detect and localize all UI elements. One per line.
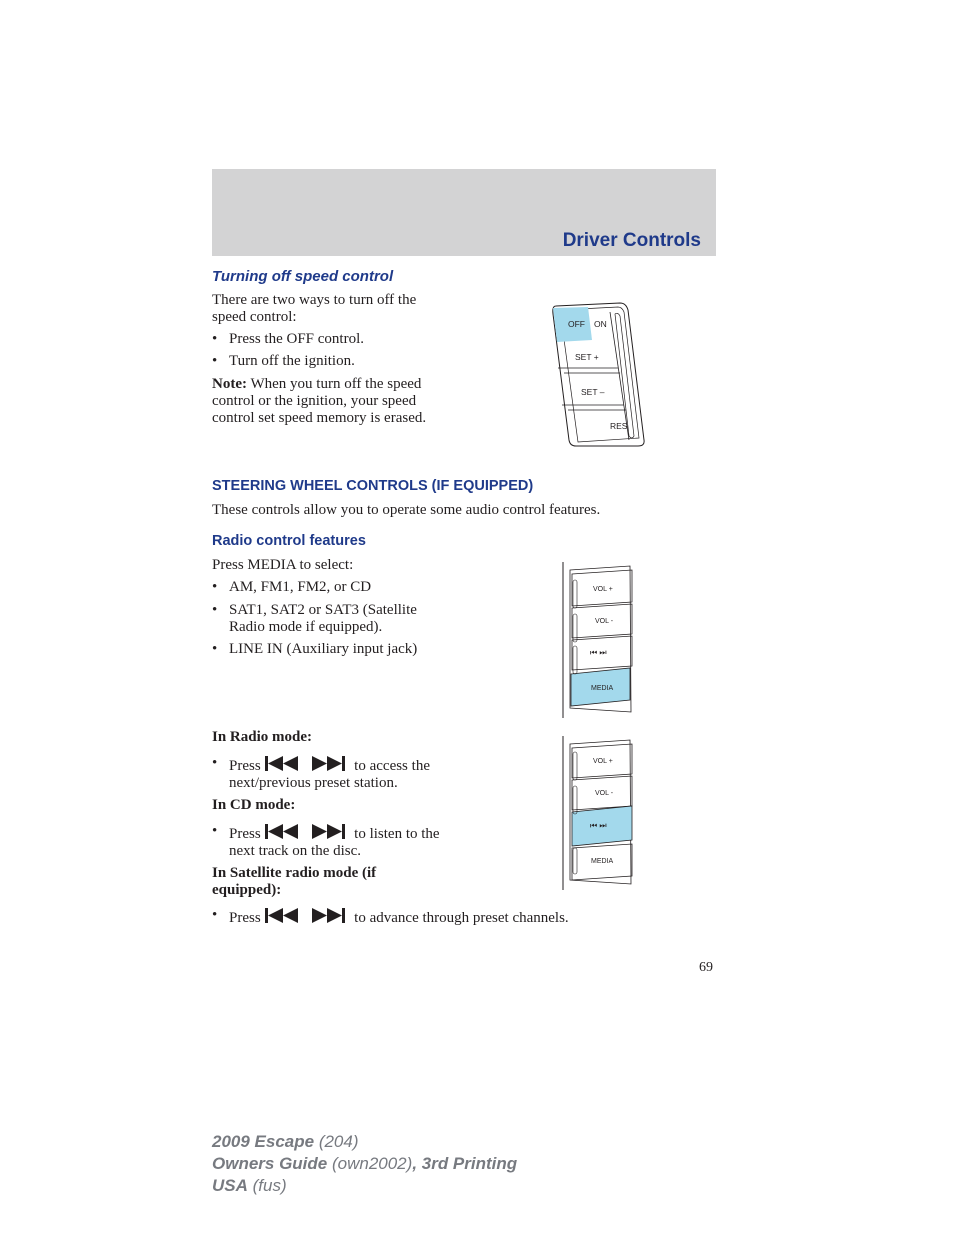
intro-line: There are two ways to turn off the [212,292,417,308]
list-item-text: AM, FM1, FM2, or CD [229,579,372,595]
list-item-text: Press the OFF control. [229,331,364,347]
press-text: to listen to the [354,826,440,842]
speed-off-intro [212,292,416,326]
speed-off-note [212,376,426,427]
radio-mode-heading: In Radio mode: [212,729,313,745]
list-item-line: next track on the disc. [229,843,362,859]
steering-intro: These controls allow you to operate some audio control features. [212,502,601,518]
list-item-text [229,823,440,860]
list-item-line: next/previous preset station. [229,775,398,791]
seek-icon: ⏮ ⏭ [590,821,607,830]
bullet-dot: • [212,602,218,618]
radio-features-heading: Radio control features [212,533,366,549]
press-media-text: Press MEDIA to select: [212,557,354,573]
bullet-dot: • [212,331,218,347]
note-text: control or the ignition, your speed [212,393,417,409]
list-item-text: LINE IN (Auxiliary input jack) [229,641,418,657]
press-text: Press [229,910,261,926]
media-label: MEDIA [591,685,614,692]
section-header-band [212,169,716,256]
footer-code: (own2002) [327,1154,413,1173]
footer-printing: , 3rd Printing [412,1154,518,1173]
bullet-dot: • [212,641,218,657]
section-title: Driver Controls [562,230,701,251]
page-number: 69 [699,960,713,975]
satellite-mode-heading [212,865,376,899]
footer-guide: Owners Guide [212,1154,328,1173]
audio-controls-figure-seek [558,736,638,892]
document-footer [212,1131,517,1197]
on-label: ON [594,319,607,329]
list-item-line: Radio mode if equipped). [229,619,383,635]
list-item-text [229,755,430,792]
list-item-text [229,602,417,636]
media-label: MEDIA [591,858,614,865]
press-text: Press [229,758,261,774]
vol-minus-label: VOL - [595,790,614,797]
off-label: OFF [568,319,585,329]
press-text: to advance through preset channels. [354,910,569,926]
footer-code: (204) [314,1132,359,1151]
vol-minus-label: VOL - [595,618,614,625]
speed-control-figure [548,300,648,448]
press-text: to access the [354,758,430,774]
cd-mode-heading: In CD mode: [212,797,296,813]
res-label: RES [610,421,628,431]
vol-plus-label: VOL + [593,586,613,593]
list-item-text: Turn off the ignition. [229,353,355,369]
speed-off-heading: Turning off speed control [212,268,394,285]
footer-region: USA [212,1176,248,1195]
seek-icon: ⏮ ⏭ [590,648,607,657]
seek-prev-next-icon [264,907,350,924]
audio-controls-figure-media [558,562,638,720]
bullet-dot: • [212,353,218,369]
note-text: control set speed memory is erased. [212,410,427,426]
press-text: Press [229,826,261,842]
seek-prev-next-icon [264,823,350,840]
heading-line: equipped): [212,882,282,898]
intro-line: speed control: [212,309,297,325]
set-minus-label: SET – [581,387,605,397]
bullet-dot: • [212,907,218,923]
note-text: When you turn off the speed [250,376,422,392]
bullet-dot: • [212,755,218,771]
vol-plus-label: VOL + [593,758,613,765]
bullet-dot: • [212,823,218,839]
seek-prev-next-icon [264,755,350,772]
note-label: Note: [212,376,247,392]
footer-code: (fus) [247,1176,287,1195]
bullet-dot: • [212,579,218,595]
heading-line: In Satellite radio mode (if [212,865,377,881]
set-plus-label: SET + [575,352,599,362]
steering-heading: STEERING WHEEL CONTROLS (IF EQUIPPED) [212,478,534,494]
list-item-text [229,907,569,927]
list-item-line: SAT1, SAT2 or SAT3 (Satellite [229,602,417,618]
footer-model: 2009 Escape [212,1132,315,1151]
